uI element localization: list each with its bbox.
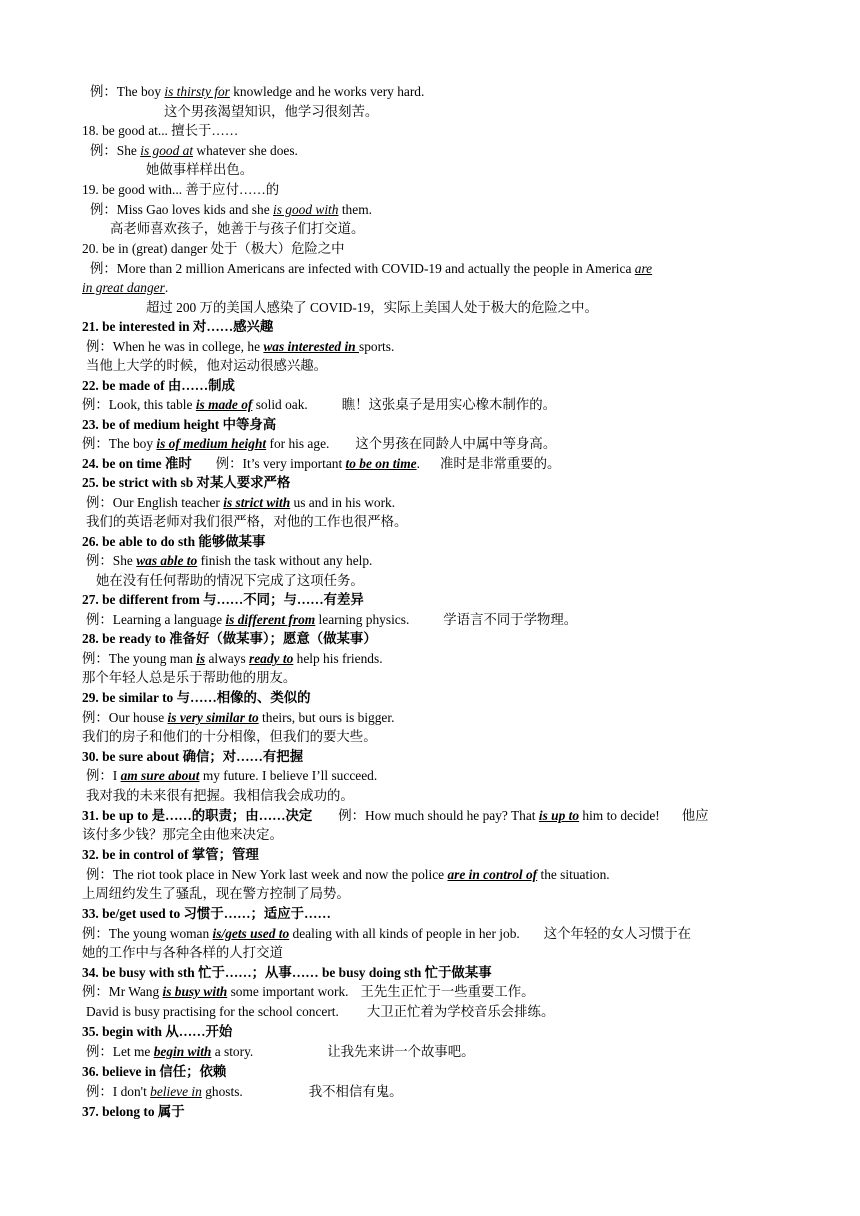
entry-heading: 30. be sure about 确信；对……有把握 bbox=[82, 749, 304, 764]
example-line: 例：The riot took place in New York last week and now the police are in control of the situation. bbox=[86, 867, 610, 882]
entry-heading: 25. be strict with sb 对某人要求严格 bbox=[82, 475, 291, 490]
example-line: 例：The young man is always ready to help his friends. bbox=[82, 651, 383, 666]
phrase-highlight: begin with bbox=[153, 1044, 212, 1059]
translation-line: 高老师喜欢孩子，她善于与孩子们打交道。 bbox=[110, 221, 365, 236]
phrase-highlight: is up to bbox=[538, 808, 580, 823]
phrase-highlight: is of medium height bbox=[156, 436, 267, 451]
entry-line-inline: 31. be up to 是……的职责；由……决定 例：How much should he pay? That is up to him to decide! 他应 bbox=[82, 808, 709, 823]
phrase-highlight: is strict with bbox=[223, 495, 291, 510]
phrase-highlight: is made of bbox=[195, 397, 253, 412]
example-line: 例：The boy is of medium height for his age. 这个男孩在同龄人中属中等身高。 bbox=[82, 436, 557, 451]
translation-line: 她的工作中与各种各样的人打交道 bbox=[82, 945, 283, 960]
inline-translation: 大卫正忙着为学校音乐会排练。 bbox=[366, 1004, 555, 1019]
entry-heading: 21. be interested in 对……感兴趣 bbox=[82, 319, 274, 334]
entry-heading: 29. be similar to 与……相像的、类似的 bbox=[82, 690, 311, 705]
phrase-highlight: is very similar to bbox=[167, 710, 259, 725]
entry-heading: 31. be up to 是……的职责；由……决定 bbox=[82, 808, 313, 823]
translation-line: 我们的英语老师对我们很严格，对他的工作也很严格。 bbox=[86, 514, 408, 529]
inline-translation: 这个年轻的女人习惯于在 bbox=[543, 926, 692, 941]
phrase-highlight: is thirsty for bbox=[164, 84, 230, 99]
phrase-highlight: are in control of bbox=[447, 867, 538, 882]
entry-heading: 23. be of medium height 中等身高 bbox=[82, 417, 277, 432]
inline-translation: 学语言不同于学物理。 bbox=[443, 612, 578, 627]
example-line: 例：Learning a language is different from learning physics. 学语言不同于学物理。 bbox=[86, 612, 578, 627]
phrase-highlight: is good with bbox=[273, 202, 339, 217]
translation-line: 她做事样样出色。 bbox=[146, 162, 254, 177]
entry-heading: 27. be different from 与……不同；与……有差异 bbox=[82, 592, 364, 607]
phrase-highlight: is/gets used to bbox=[212, 926, 290, 941]
entry-heading: 34. be busy with sth 忙于……；从事…… be busy doing sth 忙于做某事 bbox=[82, 965, 492, 980]
translation-line: 上周纽约发生了骚乱，现在警方控制了局势。 bbox=[82, 886, 350, 901]
phrase-highlight: was able to bbox=[136, 553, 198, 568]
entry-heading: 32. be in control of 掌管；管理 bbox=[82, 847, 259, 862]
phrase-highlight: in great danger bbox=[82, 280, 165, 295]
entry-heading: 28. be ready to 准备好（做某事）；愿意（做某事） bbox=[82, 631, 377, 646]
example-line-continued: in great danger. bbox=[82, 280, 169, 295]
example-line: 例：When he was in college, he was interested in sports. bbox=[86, 339, 395, 354]
entry-line-inline: 24. be on time 准时 例：It’s very important to be on time. 准时是非常重要的。 bbox=[82, 456, 561, 471]
entry-heading: 36. believe in 信任；依赖 bbox=[82, 1064, 227, 1079]
entry-heading: 18. be good at... 擅长于…… bbox=[82, 123, 239, 138]
translation-line: 那个年轻人总是乐于帮助他的朋友。 bbox=[82, 670, 297, 685]
example-line: 例：More than 2 million Americans are infected with COVID-19 and actually the people in America are bbox=[90, 261, 653, 276]
example-line: David is busy practising for the school concert. 大卫正忙着为学校音乐会排练。 bbox=[86, 1004, 555, 1019]
example-line: 例：She is good at whatever she does. bbox=[90, 143, 298, 158]
example-label: 例： bbox=[90, 84, 117, 99]
phrase-highlight: is bbox=[196, 651, 206, 666]
example-line: 例：Let me begin with a story. 让我先来讲一个故事吧。 bbox=[86, 1044, 475, 1059]
entry-heading: 33. be/get used to 习惯于……；适应于…… bbox=[82, 906, 331, 921]
translation-line: 我们的房子和他们的十分相像，但我们的要大些。 bbox=[82, 729, 377, 744]
translation-line: 她在没有任何帮助的情况下完成了这项任务。 bbox=[96, 573, 364, 588]
inline-translation: 让我先来讲一个故事吧。 bbox=[327, 1044, 475, 1059]
entry-heading: 35. begin with 从……开始 bbox=[82, 1024, 233, 1039]
entry-heading: 20. be in (great) danger 处于（极大）危险之中 bbox=[82, 241, 345, 256]
example-line: 例：The boy is thirsty for knowledge and he works very hard. bbox=[90, 84, 425, 99]
translation-line: 我对我的未来很有把握。我相信我会成功的。 bbox=[86, 788, 354, 803]
example-line: 例：Our English teacher is strict with us and in his work. bbox=[86, 495, 396, 510]
entry-heading: 37. belong to 属于 bbox=[82, 1104, 185, 1119]
entry-heading: 26. be able to do sth 能够做某事 bbox=[82, 534, 266, 549]
phrase-highlight: is different from bbox=[225, 612, 316, 627]
inline-translation: 他应 bbox=[681, 808, 709, 823]
phrase-highlight: is busy with bbox=[162, 984, 228, 999]
inline-translation: 瞧！这张桌子是用实心橡木制作的。 bbox=[341, 397, 557, 412]
phrase-highlight: was interested in bbox=[263, 339, 359, 354]
inline-translation: 王先生正忙于一些重要工作。 bbox=[360, 984, 535, 999]
inline-translation: 这个男孩在同龄人中属中等身高。 bbox=[355, 436, 557, 451]
example-line: 例：Our house is very similar to theirs, but ours is bigger. bbox=[82, 710, 395, 725]
phrase-highlight: ready to bbox=[249, 651, 294, 666]
entry-heading: 24. be on time 准时 bbox=[82, 456, 192, 471]
entry-heading: 22. be made of 由……制成 bbox=[82, 378, 235, 393]
inline-translation: 我不相信有鬼。 bbox=[308, 1084, 403, 1099]
phrase-highlight: believe in bbox=[150, 1084, 202, 1099]
example-line: 例：The young woman is/gets used to dealing with all kinds of people in her job. 这个年轻的女人习惯于在 bbox=[82, 926, 692, 941]
translation-line: 这个男孩渴望知识，他学习很刻苦。 bbox=[164, 104, 379, 119]
example-line: 例：I don't believe in ghosts. 我不相信有鬼。 bbox=[86, 1084, 403, 1099]
translation-line: 当他上大学的时候，他对运动很感兴趣。 bbox=[86, 358, 328, 373]
example-line: 例：She was able to finish the task without any help. bbox=[86, 553, 373, 568]
phrase-highlight: am sure about bbox=[120, 768, 200, 783]
phrase-highlight: is good at bbox=[140, 143, 194, 158]
translation-line: 该付多少钱？那完全由他来决定。 bbox=[82, 827, 283, 842]
translation-line: 超过 200 万的美国人感染了 COVID-19，实际上美国人处于极大的危险之中。 bbox=[146, 300, 598, 315]
phrase-highlight: are bbox=[634, 261, 653, 276]
entry-heading: 19. be good with... 善于应付……的 bbox=[82, 182, 280, 197]
example-line: 例：I am sure about my future. I believe I’ll succeed. bbox=[86, 768, 378, 783]
example-line: 例：Mr Wang is busy with some important work. 王先生正忙于一些重要工作。 bbox=[82, 984, 535, 999]
example-line: 例：Look, this table is made of solid oak. 瞧！这张桌子是用实心橡木制作的。 bbox=[82, 397, 557, 412]
example-line: 例：Miss Gao loves kids and she is good with them. bbox=[90, 202, 372, 217]
phrase-highlight: to be on time bbox=[345, 456, 417, 471]
inline-translation: 准时是非常重要的。 bbox=[439, 456, 561, 471]
